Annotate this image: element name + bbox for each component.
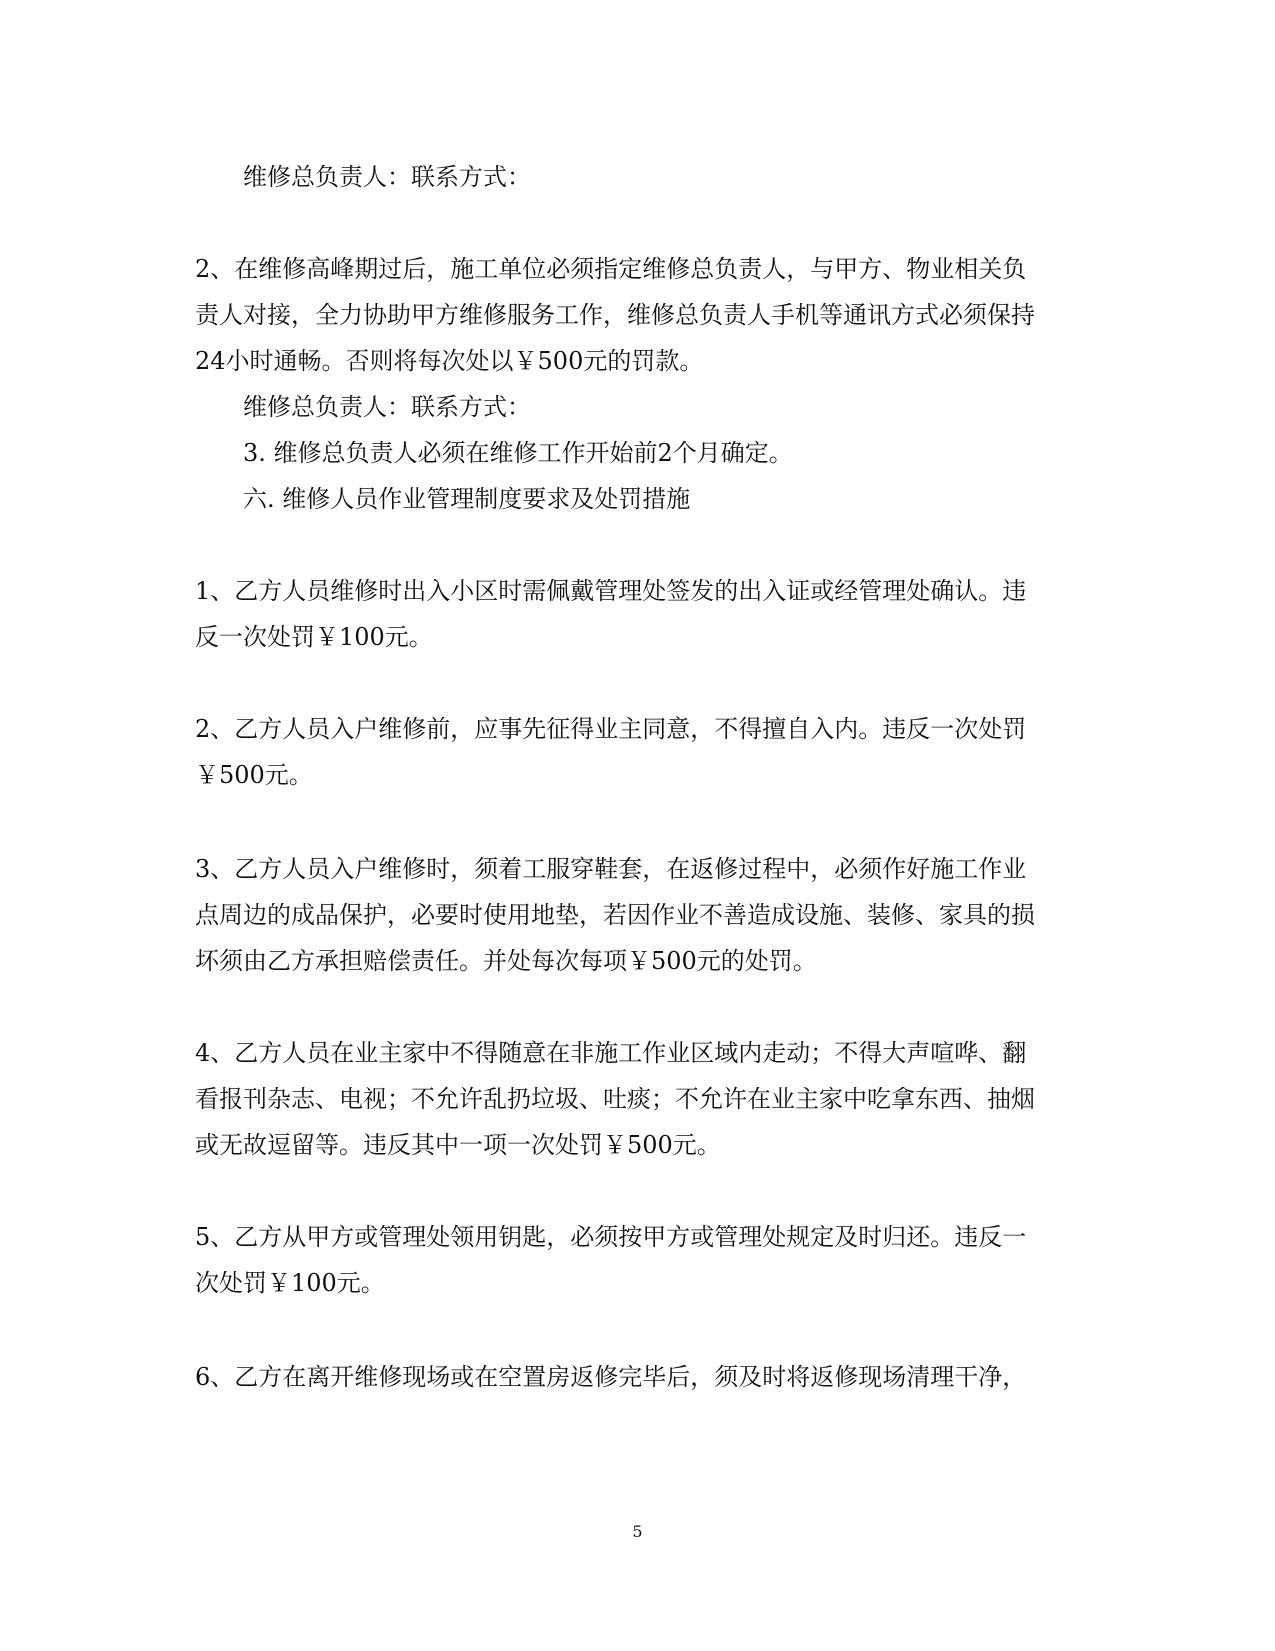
- rule-2-line-2: ￥500元。: [195, 761, 313, 789]
- rule-5-line-1: 5、乙方从甲方或管理处领用钥匙，必须按甲方或管理处规定及时归还。违反一: [195, 1223, 1027, 1251]
- page-number: 5: [632, 1522, 643, 1541]
- rule-5-line-2: 次处罚￥100元。: [195, 1269, 385, 1297]
- item-2-line-1: 2、在维修高峰期过后，施工单位必须指定维修总负责人，与甲方、物业相关负: [195, 255, 1027, 283]
- contact-line-2: 维修总负责人：联系方式：: [243, 393, 531, 421]
- rule-1-line-2: 反一次处罚￥100元。: [195, 623, 433, 651]
- rule-4-line-1: 4、乙方人员在业主家中不得随意在非施工作业区域内走动；不得大声喧哗、翻: [195, 1039, 1027, 1067]
- rule-3-line-2: 点周边的成品保护，必要时使用地垫，若因作业不善造成设施、装修、家具的损: [195, 901, 1035, 929]
- section-six-heading: 六. 维修人员作业管理制度要求及处罚措施: [243, 485, 691, 513]
- rule-3-line-1: 3、乙方人员入户维修时，须着工服穿鞋套，在返修过程中，必须作好施工作业: [195, 855, 1027, 883]
- item-2-line-3: 24小时通畅。否则将每次处以￥500元的罚款。: [195, 347, 704, 375]
- contact-line-1: 维修总负责人：联系方式：: [243, 163, 531, 191]
- rule-4-line-2: 看报刊杂志、电视；不允许乱扔垃圾、吐痰；不允许在业主家中吃拿东西、抽烟: [195, 1085, 1035, 1113]
- rule-3-line-3: 坏须由乙方承担赔偿责任。并处每次每项￥500元的处罚。: [195, 947, 817, 975]
- item-3-line: 3. 维修总负责人必须在维修工作开始前2个月确定。: [243, 439, 793, 467]
- item-2-line-2: 责人对接，全力协助甲方维修服务工作，维修总负责人手机等通讯方式必须保持: [195, 301, 1035, 329]
- rule-4-line-3: 或无故逗留等。违反其中一项一次处罚￥500元。: [195, 1131, 721, 1159]
- rule-1-line-1: 1、乙方人员维修时出入小区时需佩戴管理处签发的出入证或经管理处确认。违: [195, 577, 1027, 605]
- rule-6-line-1: 6、乙方在离开维修现场或在空置房返修完毕后，须及时将返修现场清理干净，: [195, 1363, 1027, 1391]
- rule-2-line-1: 2、乙方人员入户维修前，应事先征得业主同意，不得擅自入内。违反一次处罚: [195, 715, 1027, 743]
